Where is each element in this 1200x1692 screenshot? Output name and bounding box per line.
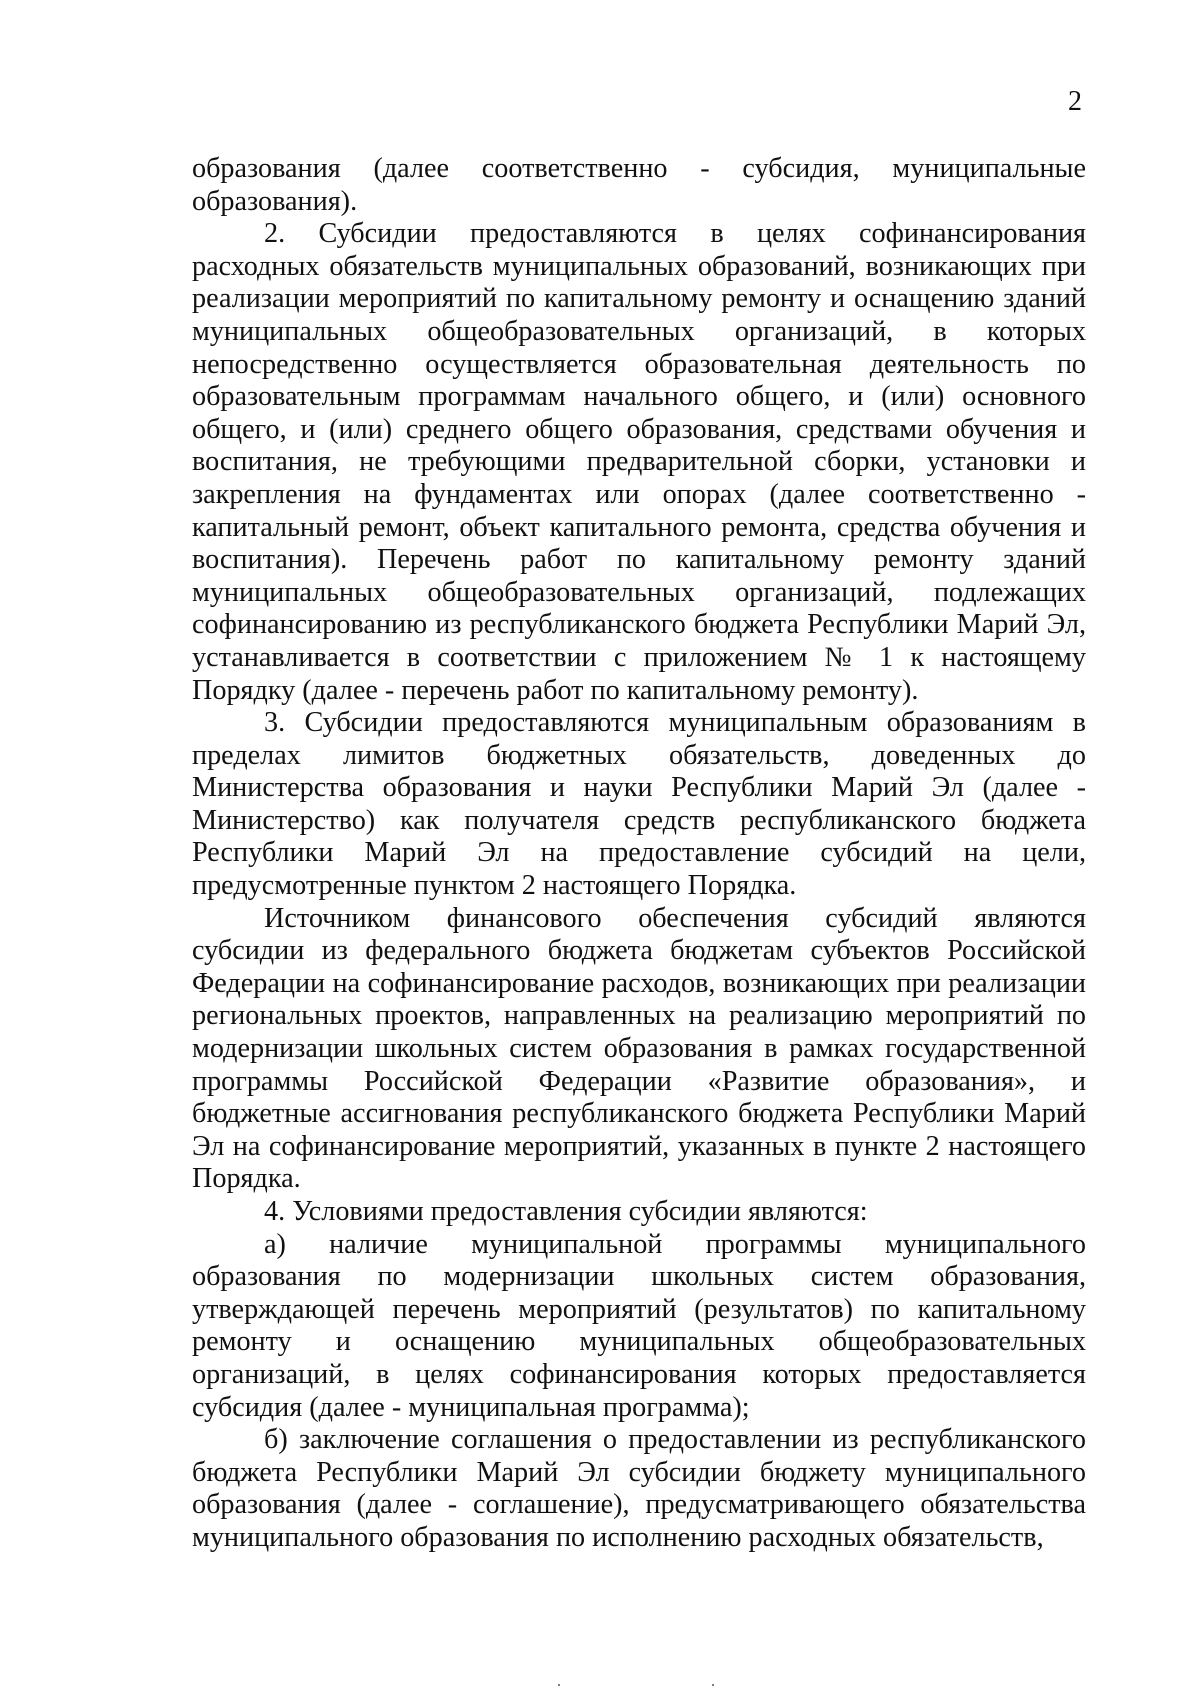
paragraph-item-3: 3. Субсидии предоставляются муниципальным образованиям в пределах лимитов бюджетных обязательств, доведенных до Министерства образования и науки Республики Марий Эл (далее - Министерство) как получателя средств республиканского бюджета Республики Марий Эл на предоставление субсидий на цели, предусмотренные пунктом 2 настоящего Порядка. xyxy=(192,707,1086,902)
document-body xyxy=(192,153,1086,1555)
paragraph-item-2: 2. Субсидии предоставляются в целях софинансирования расходных обязательств муниципальных образований, возникающих при реализации мероприятий по капитальному ремонту и оснащению зданий муниципальных общеобразовательных организаций, в которых непосредственно осуществляется образовательная деятельность по образовательным программам начального общего, и (или) основного общего, и (или) среднего общего образования, средствами обучения и воспитания, не требующими предварительной сборки, установки и закрепления на фундаментах или опорах (далее соответственно - капитальный ремонт, объект капитального ремонта, средства обучения и воспитания). Перечень работ по капитальному ремонту зданий муниципальных общеобразовательных организаций, подлежащих софинансированию из республиканского бюджета Республики Марий Эл, устанавливается в соответствии с приложением № 1 к настоящему Порядку (далее - перечень работ по капитальному ремонту). xyxy=(192,218,1086,706)
scan-speck xyxy=(558,1684,560,1686)
paragraph-subitem-a: а) наличие муниципальной программы муниципального образования по модернизации школьных систем образования, утверждающей перечень мероприятий (результатов) по капитальному ремонту и оснащению муниципальных общеобразовательных организаций, в целях софинансирования которых предоставляется субсидия (далее - муниципальная программа); xyxy=(192,1228,1086,1423)
scan-speck xyxy=(712,1684,714,1686)
page-number: 2 xyxy=(1068,86,1082,117)
paragraph-continuation: образования (далее соответственно - субсидия, муниципальные образования). xyxy=(192,153,1086,217)
paragraph-funding-source: Источником финансового обеспечения субсидий являются субсидии из федерального бюджета бюджетам субъектов Российской Федерации на софинансирование расходов, возникающих при реализации региональных проектов, направленных на реализацию мероприятий по модернизации школьных систем образования в рамках государственной программы Российской Федерации «Развитие образования», и бюджетные ассигнования республиканского бюджета Республики Марий Эл на софинансирование мероприятий, указанных в пункте 2 настоящего Порядка. xyxy=(192,902,1086,1195)
paragraph-item-4: 4. Условиями предоставления субсидии являются: xyxy=(264,1196,868,1227)
paragraph-subitem-b: б) заключение соглашения о предоставлении из республиканского бюджета Республики Марий Эл субсидии бюджету муниципального образования (далее - соглашение), предусматривающего обязательства муниципального образования по исполнению расходных обязательств, xyxy=(192,1424,1086,1553)
